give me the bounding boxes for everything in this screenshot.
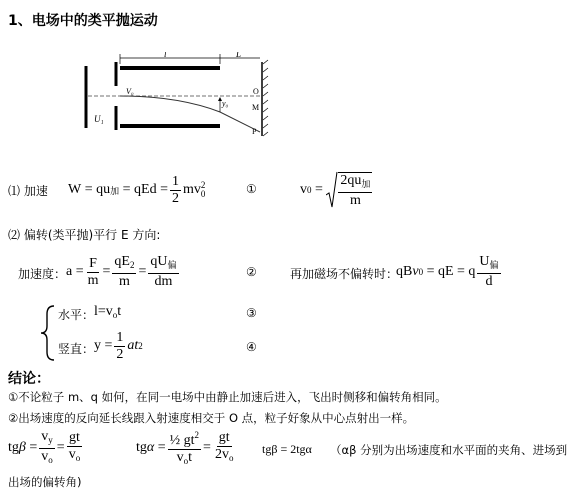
conclusion-line-2: ②出场速度的反向延长线跟入射速度相交于 O 点，粒子好象从中心点射出一样。 (8, 411, 415, 425)
left-brace (40, 304, 56, 362)
sqrt-sign (326, 171, 338, 209)
label-M: M (252, 103, 260, 112)
relation-note: （αβ 分别为出场速度和水平面的夹角、进场到 (330, 443, 568, 457)
deflection-diagram (78, 52, 278, 144)
bfield-label: 再加磁场不偏转时： (290, 267, 399, 281)
vertical-label: 竖直： (58, 342, 95, 356)
mark-1: ① (246, 182, 257, 196)
label-P: P (252, 127, 257, 136)
label-l: l (164, 52, 167, 59)
mark-2: ② (246, 265, 257, 279)
mark-3: ③ (246, 306, 257, 320)
step1-equation: W = qu 加 = qEd = $\frac{1}{2}$ mv 2 0 (68, 173, 206, 206)
relation-note-2: 出场的偏转角) (8, 475, 82, 489)
conclusion-title: 结论： (8, 371, 50, 387)
step1-label: ⑴ 加速 (8, 184, 48, 198)
accel-equation: a = $\frac{F}{m}$ = $\frac{qE_2}{m}$ = $\frac{qU_偏}{dm}$ (66, 254, 177, 289)
horizontal-label: 水平： (58, 308, 95, 322)
section-title: 1、电场中的类平抛运动 (8, 13, 158, 29)
horizontal-equation: $l=v_ot$ (94, 304, 122, 320)
tan-alpha-equation: tg α = $\frac{\frac{1}{2} gt^2}{v_ot}$ = $\frac{gt}{2v_o}$ (136, 428, 237, 468)
accel-label: 加速度： (18, 267, 67, 281)
vertical-equation: y = $\frac{1}{2}$ at 2 (94, 329, 143, 362)
half-fraction: $\frac{1}{2}$ (171, 173, 179, 206)
sqrt-fraction: $\frac{2qu_加}{m}$ (340, 172, 371, 208)
label-U1: U₁ (94, 114, 104, 124)
label-y0: y₀ (222, 99, 229, 108)
relation-equation: tgβ = 2tgα (262, 442, 312, 456)
bfield-equation: qB v 0 = qE = q $\frac{U_偏}{d}$ (396, 254, 499, 289)
label-L: L (236, 52, 242, 59)
step2-label: ⑵ 偏转(类平抛)平行 E 方向: (8, 228, 161, 242)
conclusion-line-1: ①不论粒子 m、q 如何，在同一电场中由静止加速后进入，飞出时侧移和偏转角相同。 (8, 390, 447, 404)
label-vo: V₀ (126, 87, 134, 96)
v0-equation: v 0 = $\frac{2qu_加}{m}$ (300, 172, 371, 208)
mark-4: ④ (246, 340, 257, 354)
label-O: O (253, 87, 259, 96)
tan-beta-equation: tg β = $\frac{v_y}{v_o}$ = $\frac{gt}{v_o}$ (8, 428, 81, 465)
